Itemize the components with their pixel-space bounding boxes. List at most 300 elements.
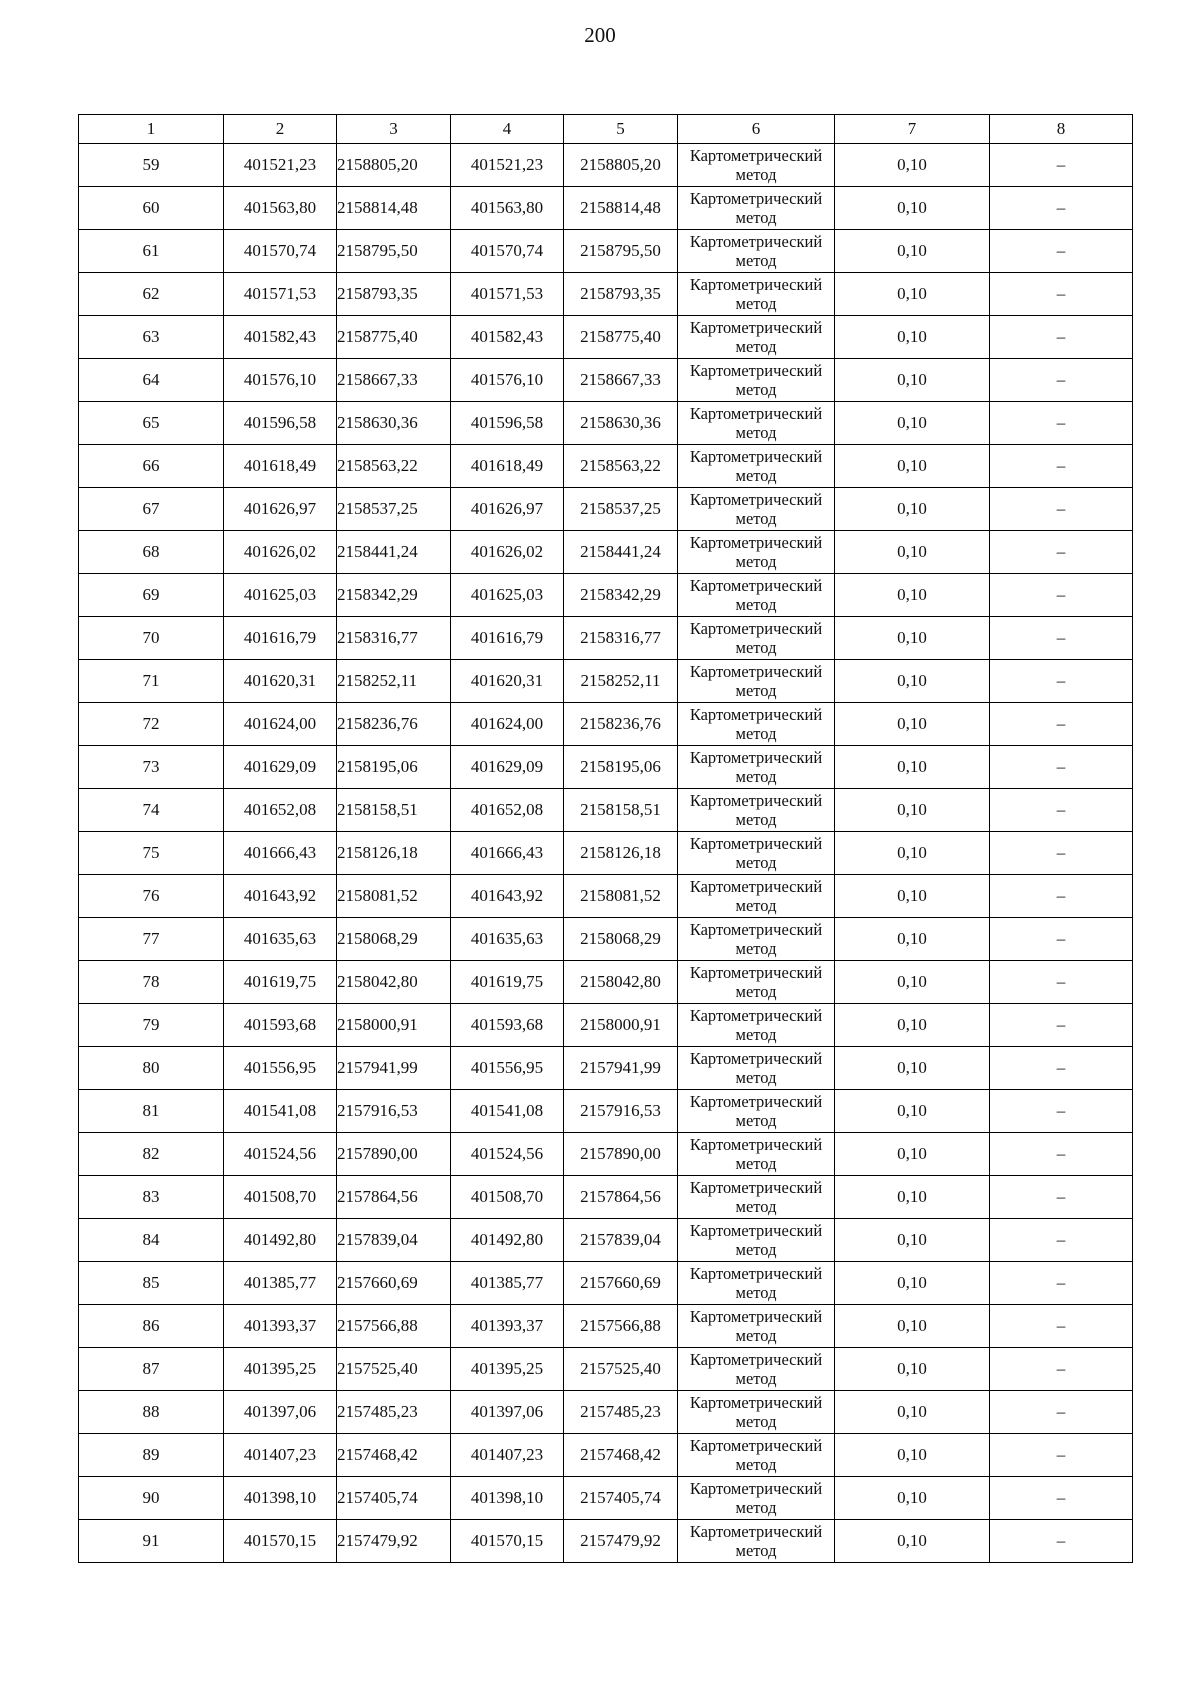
dash-cell: – (990, 1219, 1133, 1262)
coordinate-cell: 401397,06 (224, 1391, 337, 1434)
coordinate-cell: 2158252,11 (337, 660, 451, 703)
coordinate-cell: 2157479,92 (337, 1520, 451, 1563)
method-cell (678, 1004, 835, 1047)
dash-cell: – (990, 574, 1133, 617)
coordinate-cell: 401626,02 (451, 531, 564, 574)
method-text: Картометрический (689, 1006, 823, 1025)
coordinate-cell: 2158537,25 (337, 488, 451, 531)
coordinate-cell: 401635,63 (224, 918, 337, 961)
coordinate-cell: 401571,53 (451, 273, 564, 316)
header-cell: 4 (451, 115, 564, 144)
coordinate-cell: 401524,56 (451, 1133, 564, 1176)
method-text: метод (735, 251, 777, 270)
coordinate-cell: 401570,15 (224, 1520, 337, 1563)
table-row (79, 1090, 1133, 1133)
method-text: Картометрический (689, 447, 823, 466)
point-number-cell: 62 (79, 273, 224, 316)
method-text: Картометрический (689, 619, 823, 638)
coordinate-cell: 401618,49 (224, 445, 337, 488)
dash-cell: – (990, 1305, 1133, 1348)
method-text: метод (735, 509, 777, 528)
accuracy-cell: 0,10 (835, 1520, 990, 1563)
dash-cell: – (990, 1434, 1133, 1477)
table-row (79, 1477, 1133, 1520)
table-row (79, 1305, 1133, 1348)
coordinate-cell: 2158042,80 (337, 961, 451, 1004)
coordinate-cell: 2158000,91 (337, 1004, 451, 1047)
point-number-cell: 84 (79, 1219, 224, 1262)
accuracy-cell: 0,10 (835, 1391, 990, 1434)
method-cell (678, 230, 835, 273)
coordinate-cell: 2157660,69 (564, 1262, 678, 1305)
coordinate-cell: 401643,92 (451, 875, 564, 918)
coordinate-cell: 401570,74 (451, 230, 564, 273)
method-cell (678, 703, 835, 746)
method-text: Картометрический (689, 662, 823, 681)
dash-cell: – (990, 875, 1133, 918)
point-number-cell: 76 (79, 875, 224, 918)
point-number-cell: 67 (79, 488, 224, 531)
coordinate-cell: 2157468,42 (337, 1434, 451, 1477)
coordinate-cell: 2157890,00 (337, 1133, 451, 1176)
table-body (79, 144, 1133, 1563)
point-number-cell: 71 (79, 660, 224, 703)
coordinate-cell: 401596,58 (224, 402, 337, 445)
method-cell (678, 1090, 835, 1133)
coordinate-cell: 2157566,88 (564, 1305, 678, 1348)
dash-cell: – (990, 832, 1133, 875)
coordinate-cell: 401508,70 (224, 1176, 337, 1219)
coordinate-cell: 2157839,04 (337, 1219, 451, 1262)
coordinate-cell: 2158775,40 (337, 316, 451, 359)
coordinate-cell: 2157916,53 (564, 1090, 678, 1133)
method-text: метод (735, 896, 777, 915)
dash-cell: – (990, 918, 1133, 961)
coordinate-cell: 401620,31 (224, 660, 337, 703)
dash-cell: – (990, 746, 1133, 789)
method-text: метод (735, 1240, 777, 1259)
dash-cell: – (990, 1090, 1133, 1133)
accuracy-cell: 0,10 (835, 402, 990, 445)
method-text: Картометрический (689, 576, 823, 595)
point-number-cell: 78 (79, 961, 224, 1004)
method-cell (678, 1219, 835, 1262)
method-text: Картометрический (689, 1522, 823, 1541)
table-row (79, 1047, 1133, 1090)
method-text: Картометрический (689, 705, 823, 724)
point-number-cell: 89 (79, 1434, 224, 1477)
point-number-cell: 90 (79, 1477, 224, 1520)
coordinate-cell: 401563,80 (224, 187, 337, 230)
point-number-cell: 77 (79, 918, 224, 961)
coordinate-cell: 2157525,40 (564, 1348, 678, 1391)
dash-cell: – (990, 961, 1133, 1004)
coordinate-cell: 2158667,33 (564, 359, 678, 402)
accuracy-cell: 0,10 (835, 1305, 990, 1348)
method-cell (678, 445, 835, 488)
coordinate-cell: 401395,25 (224, 1348, 337, 1391)
point-number-cell: 81 (79, 1090, 224, 1133)
method-cell (678, 531, 835, 574)
method-cell (678, 1262, 835, 1305)
accuracy-cell: 0,10 (835, 746, 990, 789)
method-cell (678, 402, 835, 445)
table-row (79, 1176, 1133, 1219)
point-number-cell: 63 (79, 316, 224, 359)
coordinate-cell: 401619,75 (224, 961, 337, 1004)
table-row (79, 574, 1133, 617)
point-number-cell: 72 (79, 703, 224, 746)
coordinate-cell: 2158158,51 (337, 789, 451, 832)
coordinate-cell: 2158068,29 (337, 918, 451, 961)
method-text: Картометрический (689, 1393, 823, 1412)
method-text: Картометрический (689, 1049, 823, 1068)
coordinate-cell: 2158537,25 (564, 488, 678, 531)
method-text: Картометрический (689, 1479, 823, 1498)
header-cell: 6 (678, 115, 835, 144)
method-text: метод (735, 423, 777, 442)
coordinate-cell: 2158195,06 (564, 746, 678, 789)
point-number-cell: 69 (79, 574, 224, 617)
method-text: метод (735, 1412, 777, 1431)
point-number-cell: 61 (79, 230, 224, 273)
coordinate-cell: 2158793,35 (337, 273, 451, 316)
table-row (79, 961, 1133, 1004)
method-text: метод (735, 1025, 777, 1044)
accuracy-cell: 0,10 (835, 531, 990, 574)
coordinate-cell: 2158805,20 (337, 144, 451, 187)
accuracy-cell: 0,10 (835, 617, 990, 660)
method-cell (678, 273, 835, 316)
coordinate-cell: 2157941,99 (564, 1047, 678, 1090)
method-text: Картометрический (689, 533, 823, 552)
point-number-cell: 74 (79, 789, 224, 832)
dash-cell: – (990, 1391, 1133, 1434)
coordinate-cell: 401556,95 (451, 1047, 564, 1090)
coordinate-cell: 2158630,36 (337, 402, 451, 445)
coordinate-cell: 401593,68 (451, 1004, 564, 1047)
accuracy-cell: 0,10 (835, 488, 990, 531)
table-row (79, 660, 1133, 703)
accuracy-cell: 0,10 (835, 1262, 990, 1305)
coordinate-cell: 2158342,29 (337, 574, 451, 617)
coordinate-cell: 401596,58 (451, 402, 564, 445)
method-cell (678, 1434, 835, 1477)
coordinate-cell: 401593,68 (224, 1004, 337, 1047)
method-text: Картометрический (689, 1264, 823, 1283)
method-cell (678, 144, 835, 187)
table-row (79, 187, 1133, 230)
table-row (79, 617, 1133, 660)
accuracy-cell: 0,10 (835, 1176, 990, 1219)
dash-cell: – (990, 703, 1133, 746)
header-cell: 7 (835, 115, 990, 144)
accuracy-cell: 0,10 (835, 961, 990, 1004)
coordinate-cell: 401395,25 (451, 1348, 564, 1391)
method-cell (678, 789, 835, 832)
method-text: Картометрический (689, 490, 823, 509)
coordinate-cell: 2158775,40 (564, 316, 678, 359)
method-text: Картометрический (689, 189, 823, 208)
point-number-cell: 80 (79, 1047, 224, 1090)
header-cell: 8 (990, 115, 1133, 144)
accuracy-cell: 0,10 (835, 144, 990, 187)
dash-cell: – (990, 789, 1133, 832)
method-cell (678, 1047, 835, 1090)
method-text: Картометрический (689, 834, 823, 853)
coordinate-cell: 401407,23 (451, 1434, 564, 1477)
method-text: Картометрический (689, 275, 823, 294)
coordinate-cell: 401398,10 (451, 1477, 564, 1520)
method-text: метод (735, 1369, 777, 1388)
coordinate-cell: 401652,08 (451, 789, 564, 832)
dash-cell: – (990, 1176, 1133, 1219)
coordinate-cell: 401407,23 (224, 1434, 337, 1477)
coordinates-table (78, 114, 1133, 1563)
coordinate-cell: 401582,43 (224, 316, 337, 359)
method-text: метод (735, 1455, 777, 1474)
method-text: метод (735, 294, 777, 313)
coordinate-cell: 2157468,42 (564, 1434, 678, 1477)
coordinate-cell: 401635,63 (451, 918, 564, 961)
method-text: Картометрический (689, 963, 823, 982)
coordinate-cell: 401570,15 (451, 1520, 564, 1563)
table-row (79, 1434, 1133, 1477)
coordinate-cell: 401521,23 (224, 144, 337, 187)
header-cell: 1 (79, 115, 224, 144)
coordinate-cell: 2158667,33 (337, 359, 451, 402)
method-text: Картометрический (689, 361, 823, 380)
method-text: метод (735, 724, 777, 743)
header-cell: 2 (224, 115, 337, 144)
point-number-cell: 65 (79, 402, 224, 445)
dash-cell: – (990, 617, 1133, 660)
table-row (79, 1004, 1133, 1047)
coordinate-cell: 401666,43 (224, 832, 337, 875)
method-text: метод (735, 1541, 777, 1560)
accuracy-cell: 0,10 (835, 1477, 990, 1520)
dash-cell: – (990, 1348, 1133, 1391)
method-cell (678, 316, 835, 359)
coordinate-cell: 2158000,91 (564, 1004, 678, 1047)
dash-cell: – (990, 488, 1133, 531)
coordinate-cell: 2157941,99 (337, 1047, 451, 1090)
accuracy-cell: 0,10 (835, 1219, 990, 1262)
dash-cell: – (990, 445, 1133, 488)
coordinate-cell: 401616,79 (451, 617, 564, 660)
coordinate-cell: 401620,31 (451, 660, 564, 703)
coordinate-cell: 2157864,56 (337, 1176, 451, 1219)
method-cell (678, 746, 835, 789)
method-text: метод (735, 1111, 777, 1130)
coordinate-cell: 2158236,76 (337, 703, 451, 746)
coordinate-cell: 2158441,24 (337, 531, 451, 574)
point-number-cell: 87 (79, 1348, 224, 1391)
point-number-cell: 86 (79, 1305, 224, 1348)
method-text: метод (735, 767, 777, 786)
dash-cell: – (990, 1262, 1133, 1305)
method-cell (678, 1391, 835, 1434)
method-text: метод (735, 165, 777, 184)
method-text: метод (735, 1498, 777, 1517)
coordinate-cell: 401393,37 (451, 1305, 564, 1348)
table-row (79, 273, 1133, 316)
method-cell (678, 1520, 835, 1563)
coordinate-cell: 401629,09 (224, 746, 337, 789)
method-text: Картометрический (689, 146, 823, 165)
table-row (79, 531, 1133, 574)
coordinate-cell: 2157405,74 (564, 1477, 678, 1520)
coordinate-cell: 2158814,48 (337, 187, 451, 230)
point-number-cell: 59 (79, 144, 224, 187)
coordinate-cell: 401618,49 (451, 445, 564, 488)
coordinate-cell: 401626,97 (451, 488, 564, 531)
coordinate-cell: 401643,92 (224, 875, 337, 918)
coordinate-cell: 2158126,18 (564, 832, 678, 875)
method-text: метод (735, 208, 777, 227)
accuracy-cell: 0,10 (835, 1004, 990, 1047)
method-cell (678, 1477, 835, 1520)
method-cell (678, 875, 835, 918)
method-text: метод (735, 853, 777, 872)
coordinate-cell: 401652,08 (224, 789, 337, 832)
table-row (79, 918, 1133, 961)
table-row (79, 488, 1133, 531)
method-text: Картометрический (689, 1135, 823, 1154)
method-text: Картометрический (689, 1178, 823, 1197)
coordinate-cell: 401397,06 (451, 1391, 564, 1434)
header-cell: 3 (337, 115, 451, 144)
coordinate-cell: 2157890,00 (564, 1133, 678, 1176)
method-cell (678, 574, 835, 617)
coordinate-cell: 2157660,69 (337, 1262, 451, 1305)
method-cell (678, 918, 835, 961)
dash-cell: – (990, 1004, 1133, 1047)
coordinate-cell: 2158342,29 (564, 574, 678, 617)
table-row (79, 1133, 1133, 1176)
coordinate-cell: 401571,53 (224, 273, 337, 316)
accuracy-cell: 0,10 (835, 875, 990, 918)
method-text: метод (735, 552, 777, 571)
table-row (79, 316, 1133, 359)
dash-cell: – (990, 316, 1133, 359)
method-text: метод (735, 681, 777, 700)
coordinate-cell: 2157566,88 (337, 1305, 451, 1348)
accuracy-cell: 0,10 (835, 832, 990, 875)
method-text: метод (735, 982, 777, 1001)
table-row (79, 359, 1133, 402)
coordinate-cell: 401666,43 (451, 832, 564, 875)
accuracy-cell: 0,10 (835, 918, 990, 961)
table-row (79, 1348, 1133, 1391)
coordinate-cell: 2157479,92 (564, 1520, 678, 1563)
accuracy-cell: 0,10 (835, 789, 990, 832)
accuracy-cell: 0,10 (835, 574, 990, 617)
accuracy-cell: 0,10 (835, 273, 990, 316)
coordinate-cell: 2157839,04 (564, 1219, 678, 1262)
method-text: Картометрический (689, 1221, 823, 1240)
point-number-cell: 85 (79, 1262, 224, 1305)
accuracy-cell: 0,10 (835, 445, 990, 488)
table-row (79, 746, 1133, 789)
coordinate-cell: 401524,56 (224, 1133, 337, 1176)
coordinate-cell: 401398,10 (224, 1477, 337, 1520)
coordinate-cell: 401393,37 (224, 1305, 337, 1348)
point-number-cell: 88 (79, 1391, 224, 1434)
method-text: метод (735, 1154, 777, 1173)
method-cell (678, 1348, 835, 1391)
coordinate-cell: 2158441,24 (564, 531, 678, 574)
coordinate-cell: 401625,03 (451, 574, 564, 617)
coordinate-cell: 401576,10 (224, 359, 337, 402)
point-number-cell: 68 (79, 531, 224, 574)
coordinate-cell: 401570,74 (224, 230, 337, 273)
coordinate-cell: 2158563,22 (337, 445, 451, 488)
dash-cell: – (990, 230, 1133, 273)
dash-cell: – (990, 273, 1133, 316)
coordinate-cell: 401556,95 (224, 1047, 337, 1090)
coordinate-cell: 2157405,74 (337, 1477, 451, 1520)
table-row (79, 789, 1133, 832)
coordinate-cell: 401492,80 (224, 1219, 337, 1262)
point-number-cell: 83 (79, 1176, 224, 1219)
coordinate-cell: 401541,08 (224, 1090, 337, 1133)
dash-cell: – (990, 531, 1133, 574)
dash-cell: – (990, 144, 1133, 187)
accuracy-cell: 0,10 (835, 230, 990, 273)
table-row (79, 1219, 1133, 1262)
coordinate-cell: 2158195,06 (337, 746, 451, 789)
coordinate-cell: 2158081,52 (564, 875, 678, 918)
table-row (79, 875, 1133, 918)
method-text: метод (735, 1068, 777, 1087)
method-text: Картометрический (689, 1307, 823, 1326)
method-text: Картометрический (689, 791, 823, 810)
coordinate-cell: 401576,10 (451, 359, 564, 402)
coordinate-cell: 2157485,23 (564, 1391, 678, 1434)
method-cell (678, 359, 835, 402)
coordinate-cell: 2158793,35 (564, 273, 678, 316)
coordinate-cell: 2158236,76 (564, 703, 678, 746)
dash-cell: – (990, 402, 1133, 445)
point-number-cell: 70 (79, 617, 224, 660)
method-text: метод (735, 810, 777, 829)
method-text: Картометрический (689, 1092, 823, 1111)
dash-cell: – (990, 187, 1133, 230)
table-row (79, 832, 1133, 875)
coordinate-cell: 2158252,11 (564, 660, 678, 703)
coordinate-cell: 401582,43 (451, 316, 564, 359)
coordinate-cell: 2158814,48 (564, 187, 678, 230)
point-number-cell: 79 (79, 1004, 224, 1047)
coordinate-cell: 401508,70 (451, 1176, 564, 1219)
coordinate-cell: 2158805,20 (564, 144, 678, 187)
coordinate-cell: 2158795,50 (337, 230, 451, 273)
accuracy-cell: 0,10 (835, 1348, 990, 1391)
method-cell (678, 1133, 835, 1176)
coordinate-cell: 2157916,53 (337, 1090, 451, 1133)
dash-cell: – (990, 1047, 1133, 1090)
table-row (79, 402, 1133, 445)
point-number-cell: 60 (79, 187, 224, 230)
coordinate-cell: 2157864,56 (564, 1176, 678, 1219)
method-text: метод (735, 380, 777, 399)
table-row (79, 144, 1133, 187)
coordinate-cell: 2157485,23 (337, 1391, 451, 1434)
header-row (79, 115, 1133, 144)
table-row (79, 703, 1133, 746)
accuracy-cell: 0,10 (835, 187, 990, 230)
